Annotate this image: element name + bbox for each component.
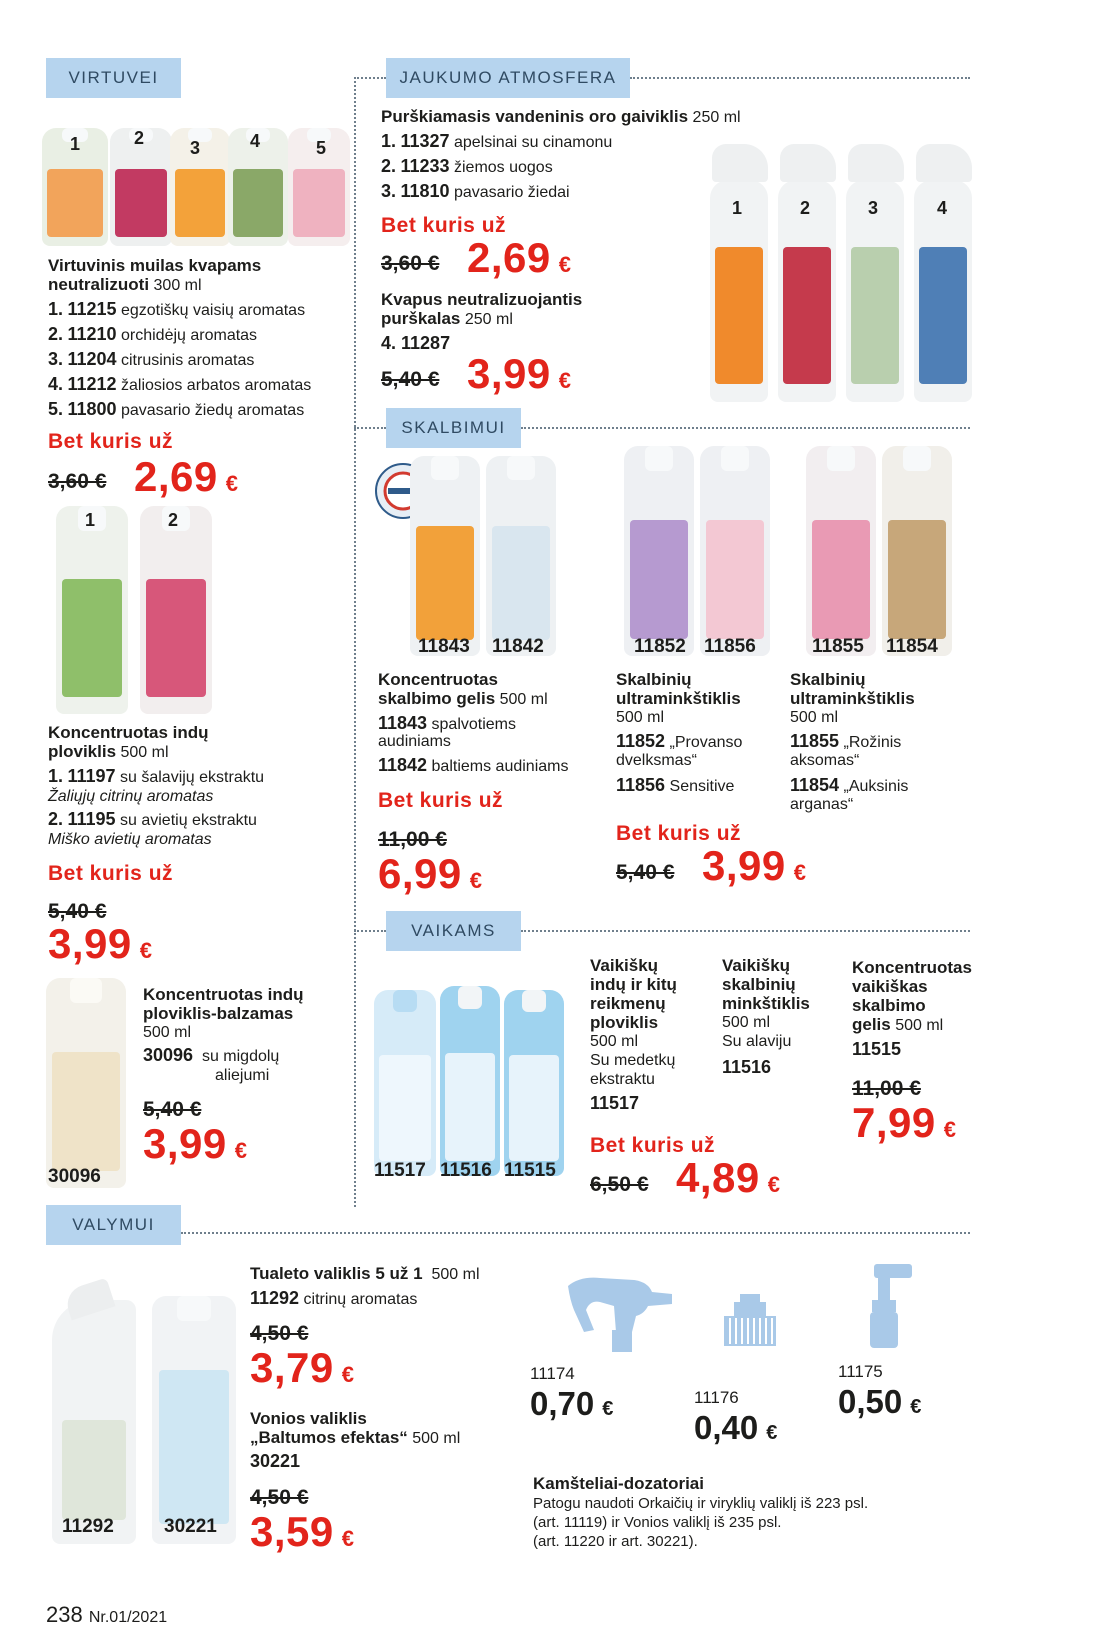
softener-title-line2: ultraminkštiklis (790, 689, 915, 708)
air-title: Purškiamasis vandeninis oro gaiviklis 250 ml (381, 107, 741, 126)
variant-marker: 1 (732, 198, 743, 218)
soap-title-line2: neutralizuoti 300 ml (48, 275, 202, 294)
section-tab-vaikams: VAIKAMS (386, 911, 521, 951)
page-number: 238 (46, 1602, 83, 1627)
image-code: 11292 (62, 1516, 114, 1537)
divider-line (354, 427, 386, 429)
softener-size: 500 ml (616, 709, 665, 726)
variant-marker: 3 (868, 198, 879, 218)
old-price: 5,40 € (381, 368, 440, 391)
image-code: 30221 (164, 1516, 217, 1537)
sale-price: 6,99 € (378, 850, 483, 897)
kids-dish-title: Vaikiškų (590, 956, 659, 975)
old-price: 5,40 € (616, 861, 675, 884)
odor-code: 4. 11287 (381, 333, 451, 353)
gel-item: 11843 spalvotiems (378, 713, 516, 733)
old-price: 6,50 € (590, 1173, 649, 1196)
kids-softener-title: minkštiklis (722, 994, 810, 1013)
caps-desc: (art. 11119) ir Vonios valiklį iš 235 psl. (533, 1514, 782, 1531)
dish-item: 1. 11197 su šalavijų ekstraktu (48, 766, 265, 786)
softener-item-line2: dvelksmas“ (616, 752, 697, 769)
gel-title-line2: skalbimo gelis 500 ml (378, 689, 548, 708)
section-tab-jaukumo: JAUKUMO ATMOSFERA (386, 58, 630, 98)
divider-line (630, 77, 970, 79)
any-for-label: Bet kuris už (378, 789, 504, 812)
old-price: 11,00 € (378, 828, 447, 851)
air-item: 1. 11327 apelsinai su cinamonu (381, 131, 613, 151)
section-tab-virtuvei: VIRTUVEI (46, 58, 181, 98)
section-tab-skalbimui: SKALBIMUI (386, 408, 521, 448)
sale-price: 3,79 € (250, 1344, 355, 1391)
kids-softener-title: Vaikiškų (722, 956, 791, 975)
issue-number: Nr.01/2021 (88, 1609, 168, 1626)
old-price: 5,40 € (48, 900, 107, 923)
softener-title-line2: ultraminkštiklis (616, 689, 741, 708)
image-code: 11843 (418, 636, 470, 657)
sale-price: 3,99 € (702, 842, 807, 889)
toilet-item: 11292 citrinų aromatas (250, 1288, 418, 1308)
image-code: 11856 (704, 636, 756, 657)
kids-softener-code: 11516 (722, 1057, 772, 1077)
trigger-sprayer-icon (560, 1270, 674, 1352)
image-code: 11516 (440, 1160, 492, 1181)
balm-item: 30096 su migdolų (143, 1045, 280, 1065)
softener-item: 11855 „Rožinis (790, 731, 902, 751)
kids-softener-title: skalbinių (722, 975, 796, 994)
caps-title: Kamšteliai-dozatoriai (533, 1474, 704, 1493)
kids-dish-title: indų ir kitų (590, 975, 677, 994)
image-code: 11854 (886, 636, 938, 657)
any-for-label: Bet kuris už (590, 1134, 716, 1157)
sale-price: 4,89 € (676, 1154, 781, 1201)
balm-title: Koncentruotas indų (143, 985, 304, 1004)
any-for-label: Bet kuris už (48, 862, 174, 885)
image-code: 11842 (492, 636, 544, 657)
variant-marker: 3 (190, 138, 201, 158)
any-for-label: Bet kuris už (381, 214, 507, 237)
softener-item: 11856 Sensitive (616, 775, 735, 795)
kids-gel-title: Koncentruotas (852, 958, 972, 977)
balm-size: 500 ml (143, 1024, 192, 1041)
caps-desc: Patogu naudoti Orkaičių ir viryklių valiklį iš 223 psl. (533, 1495, 869, 1512)
soap-item: 5. 11800 pavasario žiedų aromatas (48, 399, 305, 419)
kids-dish-size: 500 ml (590, 1033, 639, 1050)
kids-softener-size: 500 ml (722, 1014, 771, 1031)
section-tab-valymui: VALYMUI (46, 1205, 181, 1245)
cap-code: 11175 (838, 1362, 883, 1381)
old-price: 3,60 € (381, 252, 440, 275)
sale-price: 3,99 € (143, 1120, 248, 1167)
softener-item-line2: aksomas“ (790, 752, 860, 769)
cap-price: 0,40 € (694, 1409, 778, 1446)
kids-dish-code: 11517 (590, 1093, 640, 1113)
cap-price: 0,50 € (838, 1383, 922, 1420)
pump-dispenser-icon (844, 1264, 918, 1348)
softener-item-line2: arganas“ (790, 796, 854, 813)
variant-marker: 2 (800, 198, 811, 218)
cap-code: 11174 (530, 1364, 575, 1383)
kids-dish-title: ploviklis (590, 1013, 659, 1032)
variant-marker: 5 (316, 138, 327, 158)
variant-marker: 4 (250, 131, 261, 151)
image-code: 11855 (812, 636, 864, 657)
sale-price: 3,59 € (250, 1508, 355, 1555)
variant-marker: 2 (168, 510, 179, 530)
divider-line (521, 930, 970, 932)
sale-price: 3,99 € (48, 920, 153, 967)
odor-title: Kvapus neutralizuojantis (381, 290, 583, 309)
sale-price: 7,99 € (852, 1099, 957, 1146)
image-code: 11515 (504, 1160, 556, 1181)
variant-marker: 1 (70, 134, 81, 154)
divider-line (521, 427, 970, 429)
dish-title: Koncentruotas indų (48, 723, 209, 742)
softener-title: Skalbinių (616, 670, 692, 689)
divider-line (354, 77, 386, 79)
image-code: 11852 (634, 636, 686, 657)
flip-cap-icon (722, 1294, 778, 1346)
image-code: 11517 (374, 1160, 426, 1181)
softener-size: 500 ml (790, 709, 839, 726)
balm-item-line2: aliejumi (215, 1067, 270, 1084)
air-item: 3. 11810 pavasario žiedai (381, 181, 570, 201)
divider-line (354, 930, 386, 932)
balm-title-line2: ploviklis-balzamas (143, 1004, 294, 1023)
bath-title-line2: „Baltumos efektas“ 500 ml (250, 1428, 461, 1447)
old-price: 3,60 € (48, 470, 107, 493)
old-price: 4,50 € (250, 1486, 309, 1509)
cap-price: 0,70 € (530, 1385, 614, 1422)
dish-aroma: Žaliųjų citrinų aromatas (48, 788, 214, 805)
gel-item-line2: audiniams (378, 733, 451, 750)
gel-item: 11842 baltiems audiniams (378, 755, 569, 775)
kids-gel-title-line: gelis 500 ml (852, 1015, 944, 1034)
air-item: 2. 11233 žiemos uogos (381, 156, 553, 176)
variant-marker: 2 (134, 128, 145, 148)
bath-title: Vonios valiklis (250, 1409, 367, 1428)
sale-price: 3,99 € (467, 350, 572, 397)
soap-item: 4. 11212 žaliosios arbatos aromatas (48, 374, 312, 394)
cap-code: 11176 (694, 1388, 739, 1407)
page-footer (46, 1602, 167, 1628)
divider-line (181, 1232, 970, 1234)
softener-item: 11852 „Provanso (616, 731, 743, 751)
soap-title: Virtuvinis muilas kvapams (48, 256, 262, 275)
kids-dish-title: reikmenų (590, 994, 666, 1013)
kids-dish-desc: Su medetkų (590, 1052, 676, 1069)
variant-marker: 1 (85, 510, 96, 530)
old-price: 11,00 € (852, 1077, 921, 1100)
dish-aroma: Miško avietių aromatas (48, 831, 212, 848)
dish-item: 2. 11195 su avietių ekstraktu (48, 809, 257, 829)
kids-dish-desc: ekstraktu (590, 1071, 655, 1088)
kids-gel-code: 11515 (852, 1039, 902, 1059)
toilet-title: Tualeto valiklis 5 už 1 500 ml (250, 1264, 480, 1283)
caps-desc: (art. 11220 ir art. 30221). (533, 1533, 698, 1550)
sale-price: 2,69 € (467, 234, 572, 281)
any-for-label: Bet kuris už (616, 822, 742, 845)
kids-gel-title: skalbimo (852, 996, 926, 1015)
old-price: 5,40 € (143, 1098, 202, 1121)
soap-item: 3. 11204 citrusinis aromatas (48, 349, 255, 369)
dish-title-line2: ploviklis 500 ml (48, 742, 169, 761)
softener-title: Skalbinių (790, 670, 866, 689)
odor-title-line2: purškalas 250 ml (381, 309, 513, 328)
old-price: 4,50 € (250, 1322, 309, 1345)
image-code: 30096 (48, 1166, 101, 1187)
soap-item: 1. 11215 egzotiškų vaisių aromatas (48, 299, 306, 319)
gel-title: Koncentruotas (378, 670, 498, 689)
variant-marker: 4 (937, 198, 948, 218)
soap-item: 2. 11210 orchidėjų aromatas (48, 324, 258, 344)
kids-gel-title: vaikiškas (852, 977, 928, 996)
divider-line (354, 77, 356, 1207)
bath-code: 30221 (250, 1451, 301, 1471)
any-for-label: Bet kuris už (48, 430, 174, 453)
softener-item: 11854 „Auksinis (790, 775, 909, 795)
kids-softener-desc: Su alaviju (722, 1033, 792, 1050)
sale-price: 2,69 € (134, 453, 239, 500)
